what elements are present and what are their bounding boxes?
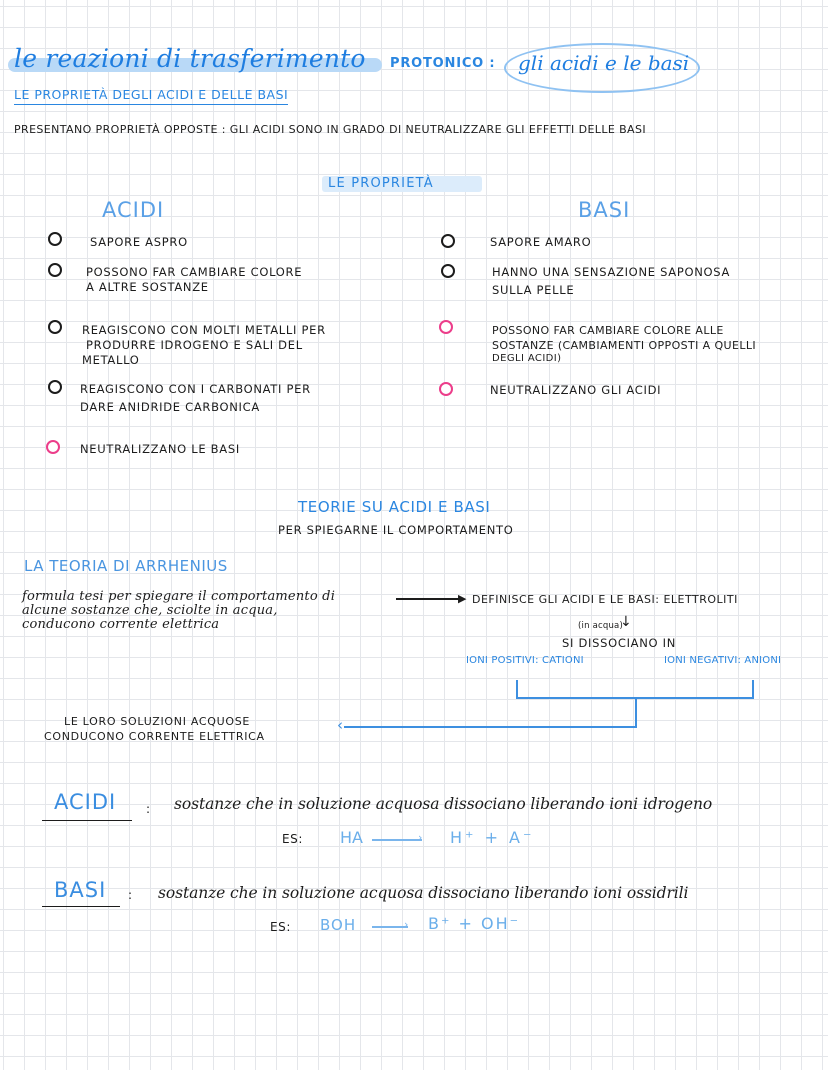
acids-example-reactant: HA [340,828,363,847]
bullet-icon [439,320,453,334]
bases-colon: : [128,888,133,902]
base-item-2-line1: HANNO UNA SENSAZIONE SAPONOSA [492,265,731,279]
acid-item-1: SAPORE ASPRO [90,235,188,249]
base-item-3 [492,323,756,364]
bullet-icon [48,232,62,246]
base-item-1: SAPORE AMARO [490,235,592,249]
acid-item-2 [86,265,302,295]
acid-item-5: NEUTRALIZZANO LE BASI [80,442,240,456]
arrow-left-line [344,726,637,728]
bases-term-underline [42,906,120,907]
acids-term-underline [42,820,132,821]
arrhenius-description [22,590,335,632]
acid-item-2-line1: POSSONO FAR CAMBIARE COLORE [86,265,303,279]
acids-reaction-arrow-icon: › [418,831,423,844]
base-item-3-line1: POSSONO FAR CAMBIARE COLORE ALLE [492,324,724,337]
bases-term: BASI [54,878,107,902]
acids-definition: sostanze che in soluzione acquosa dissociano liberando ioni idrogeno [174,795,713,813]
dissociate-text: SI DISSOCIANO IN [562,636,677,650]
bases-example-label: ES: [270,920,292,934]
title-circled-text: gli acidi e le basi [518,51,690,75]
conclusion-line2: CONDUCONO CORRENTE ELETTRICA [44,730,265,743]
arrhenius-heading: LA TEORIA DI ARRHENIUS [24,557,228,575]
acid-item-3-line1: REAGISCONO CON MOLTI METALLI PER [82,323,326,337]
connector-right [752,680,754,698]
arrhenius-conclusion [44,714,265,744]
acid-item-4 [80,382,311,415]
bases-example-reactant: BOH [320,916,357,934]
base-item-3-line3: DEGLI ACIDI) [492,353,562,364]
theories-heading: TEORIE SU ACIDI E BASI [298,498,491,516]
acid-item-3 [82,323,326,368]
arrhenius-defines: DEFINISCE GLI ACIDI E LE BASI: ELETTROLITI [472,593,738,606]
acids-example-label: ES: [282,832,304,846]
bullet-icon [48,263,62,277]
connector-down [635,697,637,727]
acids-reaction-arrow-line [372,839,422,841]
bases-definition: sostanze che in soluzione acquosa dissociano liberando ioni ossidrili [158,884,689,902]
bullet-icon [439,382,453,396]
arrow-right-icon [396,598,462,600]
negative-ions: IONI NEGATIVI: ANIONI [664,655,782,666]
bases-heading: BASI [578,198,631,222]
in-water-note: (in acqua) [578,621,623,631]
arrhenius-desc-line1: formula tesi per spiegare il comportamento di [22,589,336,604]
positive-ions: IONI POSITIVI: CATIONI [466,655,584,666]
arrow-down-icon: ↓ [620,614,633,630]
acids-example-products: H⁺ + A⁻ [450,828,535,847]
base-item-2 [492,265,730,298]
acid-item-2-line2: A ALTRE SOSTANZE [86,280,209,294]
arrow-left-head-icon: ‹ [337,716,343,734]
conclusion-line1: LE LORO SOLUZIONI ACQUOSE [64,715,251,728]
bases-reaction-arrow-icon: › [404,918,409,931]
acids-colon: : [146,802,151,816]
page-subtitle: LE PROPRIETÀ DEGLI ACIDI E DELLE BASI [14,87,288,105]
properties-heading: LE PROPRIETÀ [328,176,434,191]
bullet-icon [48,380,62,394]
acids-term: ACIDI [54,790,117,814]
bullet-icon [441,234,455,248]
arrhenius-desc-line3: conducono corrente elettrica [22,617,220,632]
base-item-4: NEUTRALIZZANO GLI ACIDI [490,383,662,397]
connector-left [516,680,518,698]
arrow-right-head-icon: ▶ [458,592,467,605]
page-title: le reazioni di trasferimento [14,44,366,73]
acid-item-3-line2: PRODURRE IDROGENO E SALI DEL [86,338,303,352]
theories-subheading: PER SPIEGARNE IL COMPORTAMENTO [278,523,514,537]
base-item-2-line2: SULLA PELLE [492,283,575,297]
arrhenius-desc-line2: alcune sostanze che, sciolte in acqua, [22,603,278,618]
acids-heading: ACIDI [102,198,165,222]
bullet-icon [48,320,62,334]
intro-text: PRESENTANO PROPRIETÀ OPPOSTE : GLI ACIDI SONO IN GRADO DI NEUTRALIZZARE GLI EFFETTI DELLE BASI [14,123,647,136]
bullet-icon [441,264,455,278]
acid-item-4-line2: DARE ANIDRIDE CARBONICA [80,400,260,414]
bases-reaction-arrow-line [372,926,408,928]
title-suffix: PROTONICO : [390,56,496,71]
acid-item-4-line1: REAGISCONO CON I CARBONATI PER [80,382,311,396]
base-item-3-line2: SOSTANZE (CAMBIAMENTI OPPOSTI A QUELLI [492,339,757,352]
acid-item-3-line3: METALLO [82,353,140,367]
bases-example-products: B⁺ + OH⁻ [428,914,521,933]
bullet-icon [46,440,60,454]
